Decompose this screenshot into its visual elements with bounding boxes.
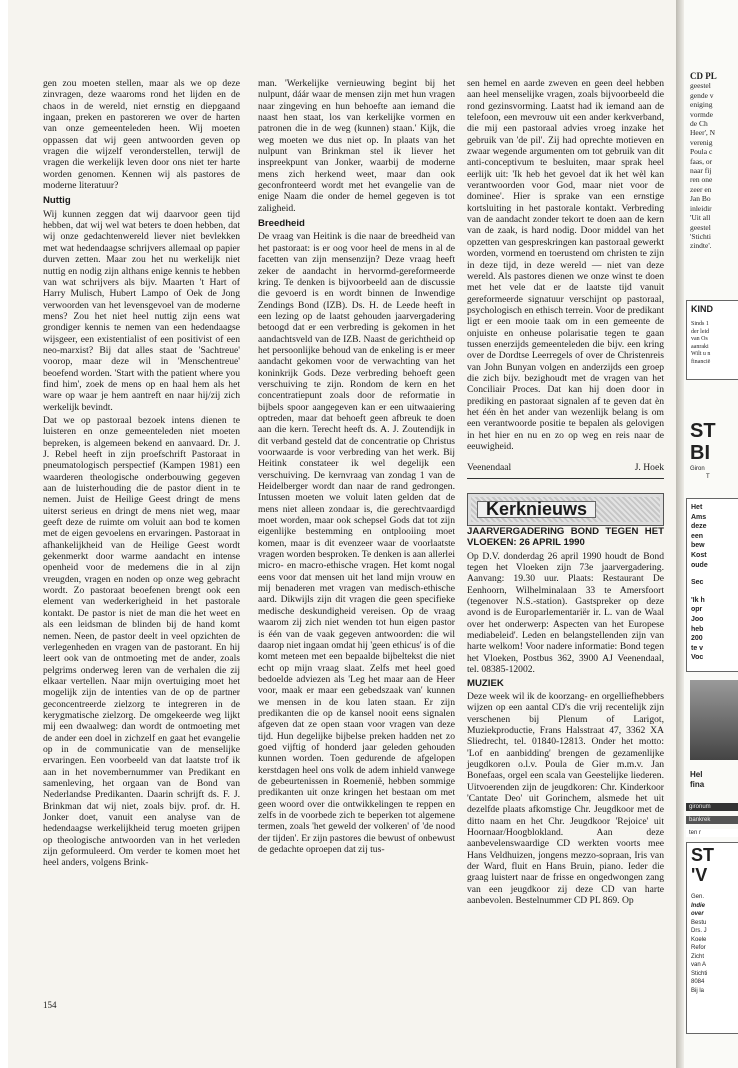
strip-line: inleidir [690, 203, 712, 213]
strip-line: aanraki [691, 343, 709, 350]
strip-line: van Os [691, 336, 708, 342]
adjacent-page-strip [684, 0, 738, 1068]
strip-line: faas, or [690, 156, 713, 166]
strip-line: Kost [691, 551, 707, 559]
strip-text-block [690, 72, 738, 251]
strip-ad-box [686, 300, 738, 380]
strip-line: ren one [690, 175, 713, 185]
strip-small-text [690, 466, 738, 481]
strip-line: Bestu [691, 919, 707, 926]
strip-line: Ams [691, 513, 707, 521]
strip-line: Jan Bo [690, 194, 711, 204]
strip-tiny-text [691, 893, 738, 995]
strip-line: Bij la [691, 987, 705, 994]
news-body: Deze week wil ik de koorzang- en orgelliefhebbers wijzen op een aantal CD's die vrij recentelijk zijn verschenen bij Plenum of Larigot, Muziekproductie, Frans Halsstraat 47, 3362 XA Sliedrecht, tel. 01840-12813. Onder het motto: 'Lof en aanbidding' brengen de gezamenlijke jeugdkoren o.l.v. Poula de Gier m.m.v. Jan Bonefaas, orgel een scala van Geestelijke liederen. Uitvoerenden zijn de jeugdkoren: Chr. Kinderkoor 'Cantate Deo' uit Gorinchem, alsmede het uit dezelfde plaats afkomstige Chr. Jeugdkoor met de ditto naam en het Chr. Jeugdkoor 'Rejoice' uit Hoornaar/Hoogblokland. Aan deze aanbevelenswaardige CD werkten voorts mee Hans Veldhuizen, jongens mezzo-sopraan, Iris van der Ward, fluit en Hans Bruin, piano. Ieder die graag luistert naar de frisse en ongedwongen zang van een jeugdkoor zij deze CD van harte aanbevolen. Bestelnummer CD PL 869. Op [467, 690, 664, 907]
intro-paragraph: gen zou moeten stellen, maar als we op deze zinvragen, deze waaroms rond het lijden en de chaos in de wereld, niet ernstig en diepgaand ingaan, preken en pastoreren we over de harten van onze gemeenteleden heen. Wij moeten oppassen dat wij geen antwoorden geven op vragen die wijzelf veronderstellen, terwijl de vragen die werkelijk leven door ons niet ter harte worden genomen. Kennen wij als pastores de moderne literatuur? [43, 78, 240, 192]
paragraph: sen hemel en aarde zweven en geen deel hebben aan heel menselijke vragen, zoals bijvoorbeeld die rond gezinsvorming. Laatst had ik iemand aan de telefoon, een mevrouw uit een ander kerkverband, die mij een pastoraal advies vroeg inzake het gebruik van 'de pil'. Zij had oprechte motieven en zwaar wegende argumenten om tot gebruik van dit anti-conceptivum te besluiten, maar sprak heel eerlijk uit: 'Ik heb het gevoel dat ik het wèl kan verantwoorden voor God, maar niet voor de dominee'. Hier is sprake van een ernstige kortsluiting in het pastorale kontakt. Verbreding van de aandacht zonder tekort te doen aan de kern van de zaak, is hard nodig. Door middel van het opzetten van gespreskringen kan pastoraal gewerkt worden, vormend en toerustend om christen te zijn in deze tijd, in deze wereld — niet van deze wereld. Als pastores dienen we onze winst te doen met het vele dat er de laatste tijd vanuit gereformeerde signatuur verschijnt op pastoraal, psychologisch en ethisch terrein. Voor de predikant ligt er een mooie taak om in een gemeente de onjuiste en onheuse polarisatie tegen te gaan tussen enerzijds gemeenteleden die bijv. een kring over de Dordtse Leerregels of over de Christenreis van John Bunyan volgen en anderzijds een groep die zich bijv. bezighoudt met de vragen van het Conciliair Proces. Dat kan hij doen door in prediking en pastoraat signalen af te geven dat èn het één èn het ander van wezenlijk belang is om een verantwoorde positie te bepalen als gelovigen in het hier en nu en zo op weg en reis naar de eeuwigheid. [467, 78, 664, 452]
strip-line: 8084 [691, 979, 705, 985]
strip-line: zeer en [690, 184, 712, 194]
strip-line: over [691, 911, 704, 917]
strip-line: Joo [691, 615, 704, 623]
page-gutter-shadow [676, 0, 684, 1068]
strip-line: ST [691, 845, 715, 865]
strip-line: Poula c [690, 147, 713, 157]
strip-box-text [691, 503, 738, 663]
strip-line: Heer', N [690, 128, 716, 138]
strip-line: vormde [690, 109, 713, 119]
strip-big-heading [691, 845, 738, 885]
place-name: Veenendaal [467, 462, 512, 474]
strip-line: Zicht [691, 953, 705, 960]
strip-box-text [691, 321, 738, 366]
news-body: Op D.V. donderdag 26 april 1990 houdt de Bond tegen het Vloeken zijn 73e jaarvergadering. Aanvang: 19.30 uur. Plaats: Restaurant De Eenhoorn, Wilhelminalaan 33 te Amersfoort (tegenover N.S.-station). Gastspreker op deze avond is de Europarlementariër ir. L. van de Waal over het onderwerp: Aspecten van het Europese mediabeleid'. Leden en belangstellenden zijn van harte welkom! Voor nadere informatie: Bond tegen het Vloeken, Postbus 362, 3900 AJ Veenendaal, tel. 08385-12002. [467, 550, 664, 676]
strip-line: 'Stichti [690, 231, 711, 241]
strip-line: bew [691, 542, 705, 550]
strip-line: fina [690, 780, 705, 789]
strip-line: opr [691, 606, 703, 614]
strip-line: Sinds 1 [691, 321, 709, 327]
strip-line: geestel [690, 222, 711, 232]
strip-line: Stichti [691, 970, 708, 977]
strip-line: Het [691, 504, 703, 511]
strip-band: bankrek [686, 816, 738, 824]
strip-line: financië [691, 358, 711, 365]
strip-line: T [706, 473, 710, 480]
author-name: J. Hoek [634, 462, 664, 474]
strip-ad-box [686, 842, 738, 1034]
strip-line: oude [691, 561, 708, 569]
column-3 [467, 78, 664, 908]
strip-line: te v [691, 644, 704, 652]
strip-line: 'Ik h [691, 596, 705, 604]
strip-line: gende v [690, 90, 714, 100]
strip-line: Sec [691, 579, 704, 587]
strip-line: Refor [691, 945, 706, 951]
strip-box-title: KIND [691, 304, 713, 314]
strip-line: Hel [690, 770, 703, 779]
paragraph: Wij kunnen zeggen dat wij daarvoor geen tijd hebben, dat wij wel wat beters te doen hebben, dat wij onze gedachtenwereld liever niet bevlekken met wat hedendaagse schrijvers allemaal op papier durven zetten. Maar zou het nu werkelijk niet nuttig en nodig zijn althans enige kennis te hebben van wat schrijvers als bijv. Maarten 't Hart of Harry Mulisch, Hubert Lampo of Oek de Jong verwoorden van het levensgevoel van de moderne mens? Zou het niet heel nuttig zijn eens wat grondiger kennis te nemen van een hedendaagse wijsgeer, een existentialist of een positivist of een neo-marxist? Bij dat alles staat de 'Sachtreue' voorop, maar deze wil in 'Menschentreue' beoefend worden. 'Start with the patient where you find him', zoek de mens op en haal hem als het ware op waar je hem aantreft en naar hij/zij zich werkelijk bevindt. [43, 208, 240, 413]
strip-line: geestel [690, 81, 711, 91]
strip-band: gironum [686, 803, 738, 811]
news-heading: JAARVERGADERING BOND TEGEN HET VLOEKEN: 26 APRIL 1990 [467, 526, 664, 549]
banner-title: Kerknieuws [477, 501, 596, 518]
page-number: 154 [43, 1000, 57, 1010]
strip-line: de Ch [690, 119, 708, 129]
strip-line: Wilt u n [691, 351, 711, 357]
paragraph: Dat we op pastoraal bezoek intens dienen te luisteren en onze gemeenteleden niet moeten bepreken, is algemeen bekend en aanvaard. Dr. J. J. Rebel heeft in zijn proefschrift Pastoraat in pneumatologisch perspectief (Kampen 1981) een waarderen theologische onderbouwing gegeven aan de luisterhouding die de pastor dient in te nemen. Juist de Heilige Geest dringt de mens uiterst serieus en dringt de mens niet weg, maar geeft deze de ruimte om voluit aan bod te komen met de eigen gevoelens en ervaringen. Pastoraat in afhankelijkheid van de Heilige Geest wordt gekenmerkt door warme aandacht en intense openheid voor de medemens die in al zijn vreugden, vragen en noden op onze weg gebracht wordt. Zo pastoraat beoefenen brengt ook een element van wederkerigheid in het pastorale kontakt. De pastor is niet de man die het weet en als een leidsman de blinden bij de hand komt nemen. Neen, de pastor deelt in veel opzichten de verlegenheden en vragen van de pastorant. En hij leert ook van de ontmoeting met de ander, zoals pelgrims onderweg leren van de verhalen die zij elkaar vertellen. Naar mijn overtuiging moet het mogelijk zijn de intenties van de op de partner geconcentreerde zielzorg te integreren in de kerygmatische zielzorg. De omgekeerde weg lijkt mij een dwaalweg: dan wordt de ontmoeting met de ander een doel in zichzelf en gaat het evangelie op in de communicatie van de menselijke ervaringen. Een voorbeeld van dat laatste trof ik aan in het novembernummer van Predikant en samenleving, het orgaan van de Bond van Nederlandse Predikanten. Daarin schrijft ds. F. J. Brinkman dat wij niet, zoals bijv. prof. dr. H. Jonker doet, vanuit een analyse van de hedendaagse werkelijkheid terug moeten grijpen op theologische antwoorden van in het verleden zijn geformuleerd. Om verder te komen moet het heel anders, volgens Brink- [43, 414, 240, 869]
strip-line: deze [691, 523, 707, 531]
strip-line: naar fij [690, 166, 712, 176]
strip-line: Indie [691, 902, 706, 909]
paragraph: man. 'Werkelijke vernieuwing begint bij het nulpunt, dáár waar de mensen zijn met hun vragen naar zingeving en hun behoefte aan iemand die naast hen staat, los van kerkelijke vormen en patronen die in de weg (kunnen) staan.' Kijk, die weg moeten we dus niet op. In plaats van het nulpunt van Brinkman stel ik liever het inspreekpunt van Jonker, waarbij de moderne mens zich herkend weet, maar dan ook geconfronteerd wordt met het evangelie van de enige Naam die onder de hemel gegeven is tot zaligheid. [258, 78, 455, 214]
strip-line: Giron [690, 466, 705, 472]
strip-line: Koele [691, 936, 707, 943]
strip-line: zindte'. [690, 241, 712, 251]
paragraph: De vraag van Heitink is die naar de breedheid van het pastoraat: is er oog voor heel de mens in al de facetten van zijn mensenzijn? Deze vraag heeft zeker de aandacht in hervormd-gereformeerde kring. Te denken is bijvoorbeeld aan de discussie die gevoerd is en wordt binnen de Inwendige Zendings Bond (IZB). Ds. H. de Leede heeft in een lezing op de laatst gehouden jaarvergadering betoogd dat er een verbreding is gekomen in het aandachtsveld van de IZB. Naast de gerichtheid op het persoonlijke behoud van de enkeling is er meer aandacht gekomen voor de verwachting van het koninkrijk Gods. Deze verbreding behoeft geen verschuiving te zijn. Rondom de kern en het concentratiepunt zoals door de reformatie in bijbels spoor aangegeven kan er een uitwaaiering optreden, maar dat behoeft geen afbreuk te doen aan die kern. Terecht heeft ds. A. J. Zoutendijk in dit verband gesteld dat de concentratie op Christus voorwaarde is voor verbreding van het werk. Bij Heitink constateer ik wel degelijk een verschuiving. De kernvraag van zondag 1 van de Heidelberger wordt dan naar de rand gedrongen. Intussen moeten we voluit laten gelden dat de mens niet alleen zondaar is, die gerechtvaardigd moet worden, maar ook schepsel Gods dat tot zijn eigenlijke bestemming en ontplooiing moet komen, maar is dit evenzeer waar de voorlaatste vragen worden besproken. Te denken is aan allerlei micro- en macro-ethische vragen. Het komt nogal eens voor dat mensen uit het land mijn vrouw en mij benaderen met vragen van medisch-ethische aard. Dikwijls zijn dit vragen die geen specifieke medische deskundigheid vereisen. Op de vraag waarom zij zich niet wenden tot hun eigen pastor is één van de vaak gegeven antwoorden: die wil daarop niet ingaan omdat hij 'geen ethicus' is of die komt meteen met een bepaalde bijbeltekst die niet echt op mijn vraag slaat. Zelfs met heel goed bedoelde adviezen als 'Leg het maar aan de Heer voor, maak er maar een gebedszaak van' kunnen we mensen in de kou laten staan. Er zijn predikanten die op de kansel nooit eens signalen afgeven dat ze open staan voor vragen van deze tijd. Hun degelijke bijbelse preken hadden net zo goed vijftig of honderd jaar geleden gehouden kunnen worden. Toen gedurende de afgelopen kerstdagen heel ons volk de adem inhield vanwege de gebeurtenissen in Roemenië, hebben sommige predikanten uit onze kringen het bestaan om met geen woord over die ontwikkelingen te reppen en zelfs in de voorbede zich te beperken tot algemene termen, zoals 'het geweld der volkeren' of 'de nood der tijden'. Er zijn pastores die bewust of onbewust de gedachte oproepen dat zij tus- [258, 231, 455, 856]
strip-line: verenig [690, 137, 713, 147]
strip-ad-box [686, 498, 738, 672]
strip-portrait-photo [690, 680, 738, 760]
strip-line: ST [690, 420, 716, 442]
strip-line: eniging [690, 100, 713, 110]
news-heading: MUZIEK [467, 677, 504, 689]
strip-line: 'V [691, 865, 708, 885]
magazine-page [8, 0, 678, 1068]
strip-line: Voc [691, 654, 704, 662]
signature-row [467, 462, 664, 478]
strip-line: BI [690, 442, 710, 464]
strip-line: CD PL [690, 71, 717, 81]
section-heading-breedheid: Breedheid [258, 218, 305, 230]
section-heading-nuttig: Nuttig [43, 195, 71, 207]
column-2 [258, 78, 455, 857]
strip-line: een [691, 532, 704, 540]
strip-line: Drs. J [691, 928, 707, 934]
strip-line: heb [691, 625, 704, 633]
strip-line: Gen. [691, 894, 705, 900]
strip-line: 200 [691, 635, 703, 643]
strip-band: ten r [686, 829, 738, 837]
strip-line: der leid [691, 328, 710, 335]
kerknieuws-banner [467, 493, 664, 526]
strip-caption [690, 770, 738, 790]
strip-big-heading [690, 420, 738, 464]
strip-line: 'Uit all [690, 213, 711, 223]
strip-line: van A [691, 962, 707, 968]
column-1 [43, 78, 240, 871]
